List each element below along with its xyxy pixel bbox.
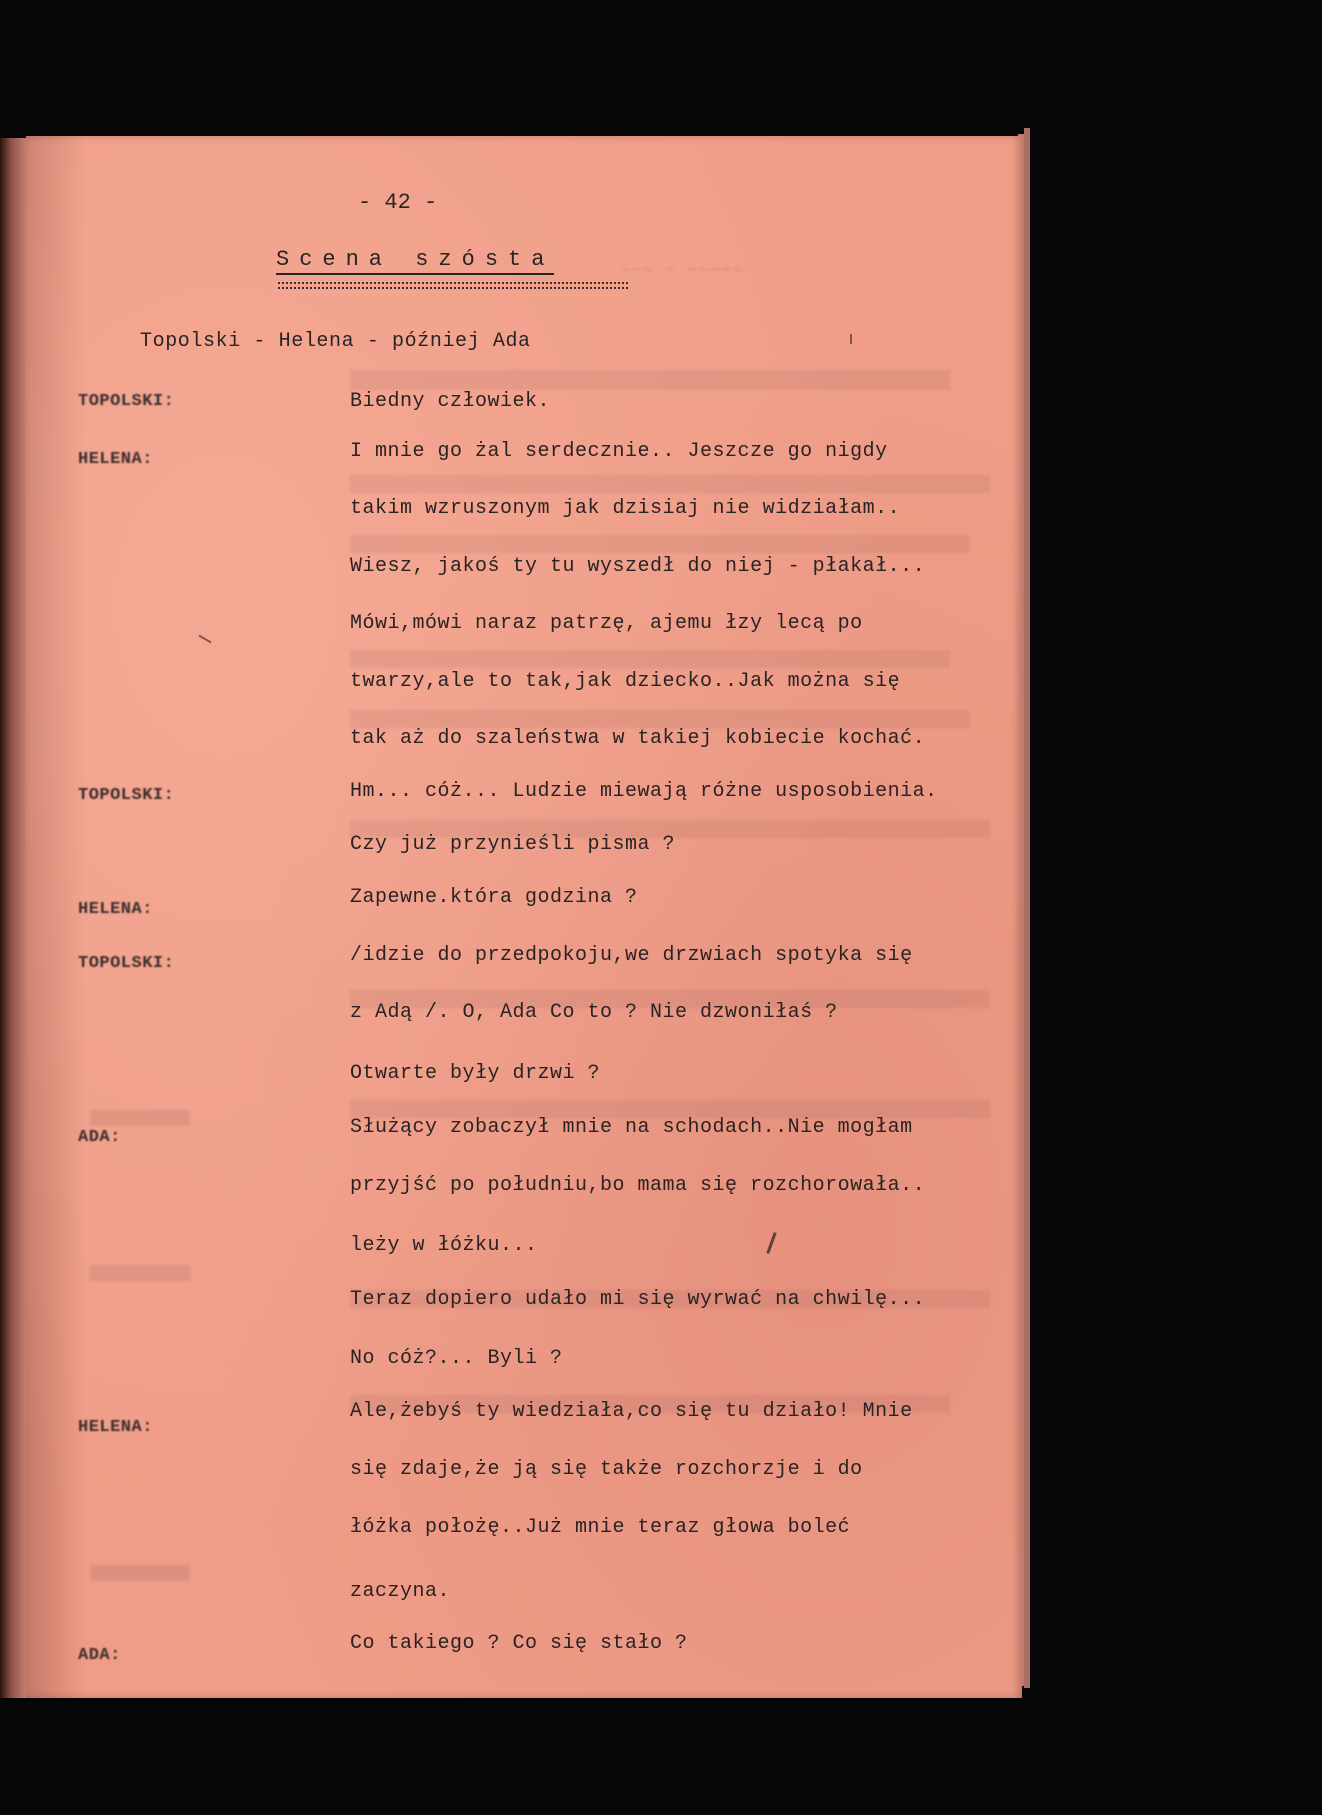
speaker-label: HELENA: [78,1418,153,1437]
bleed-through-texture [350,650,950,668]
speaker-label: TOPOLSKI: [78,392,175,411]
bleed-through-texture [90,1110,190,1126]
speaker-label: HELENA: [78,450,153,469]
page-number: - 42 - [358,190,438,215]
pencil-mark [850,334,852,344]
dialogue-line: Co takiego ? Co się stało ? [350,1632,688,1655]
bleed-through-texture [350,535,970,553]
dialogue-line: Wiesz, jakoś ty tu wyszedł do niej - płakał... [350,555,926,578]
dialogue-line: zaczyna. [350,1580,451,1603]
speaker-label: TOPOLSKI: [78,954,175,973]
dialogue-line: Hm... cóż... Ludzie miewają różne usposobienia. [350,780,938,803]
speaker-label: ADA: [78,1128,121,1147]
speaker-label: ADA: [78,1646,121,1665]
dialogue-line: takim wzruszonym jak dzisiaj nie widziałam.. [350,497,901,520]
bleed-through-texture [350,370,950,390]
dialogue-line: łóżka położę..Już mnie teraz głowa boleć [350,1516,851,1539]
bleed-through-texture [90,1565,190,1581]
dialogue-line: /idzie do przedpokoju,we drzwiach spotyka się [350,944,913,967]
dialogue-line: Otwarte były drzwi ? [350,1062,601,1085]
dialogue-line: z Adą /. O, Ada Co to ? Nie dzwoniłaś ? [350,1001,838,1024]
bleed-through-texture: ~~~ ~ ~~~~~ [620,262,744,281]
dialogue-line: leży w łóżku... [350,1234,538,1257]
page-edge [1024,128,1030,1688]
facing-page-edge [0,138,28,1698]
dialogue-line: Ale,żebyś ty wiedziała,co się tu działo! Mnie [350,1400,913,1423]
speaker-label: TOPOLSKI: [78,786,175,805]
dialogue-line: No cóż?... Byli ? [350,1347,563,1370]
dialogue-line: Mówi,mówi naraz patrzę, ajemu łzy lecą po [350,612,863,635]
dialogue-line: Teraz dopiero udało mi się wyrwać na chwilę... [350,1288,926,1311]
scene-title: Scena szósta [276,247,554,275]
dialogue-line: I mnie go żal serdecznie.. Jeszcze go nigdy [350,440,888,463]
speaker-label: HELENA: [78,900,153,919]
bleed-through-texture [350,710,970,728]
dialogue-line: Zapewne.która godzina ? [350,886,638,909]
title-double-underline [278,282,628,289]
dialogue-line: przyjść po południu,bo mama się rozchorowała.. [350,1174,926,1197]
dialogue-line: Czy już przynieśli pisma ? [350,833,676,856]
cast-list: Topolski - Helena - później Ada [140,330,531,353]
dialogue-line: twarzy,ale to tak,jak dziecko..Jak można się [350,670,901,693]
dialogue-line: Biedny człowiek. [350,390,551,413]
bleed-through-texture [350,475,990,493]
dialogue-line: się zdaje,że ją się także rozchorzje i do [350,1458,863,1481]
bleed-through-texture [90,1265,190,1281]
dialogue-line: Służący zobaczył mnie na schodach..Nie mogłam [350,1116,913,1139]
dialogue-line: tak aż do szaleństwa w takiej kobiecie kochać. [350,727,926,750]
